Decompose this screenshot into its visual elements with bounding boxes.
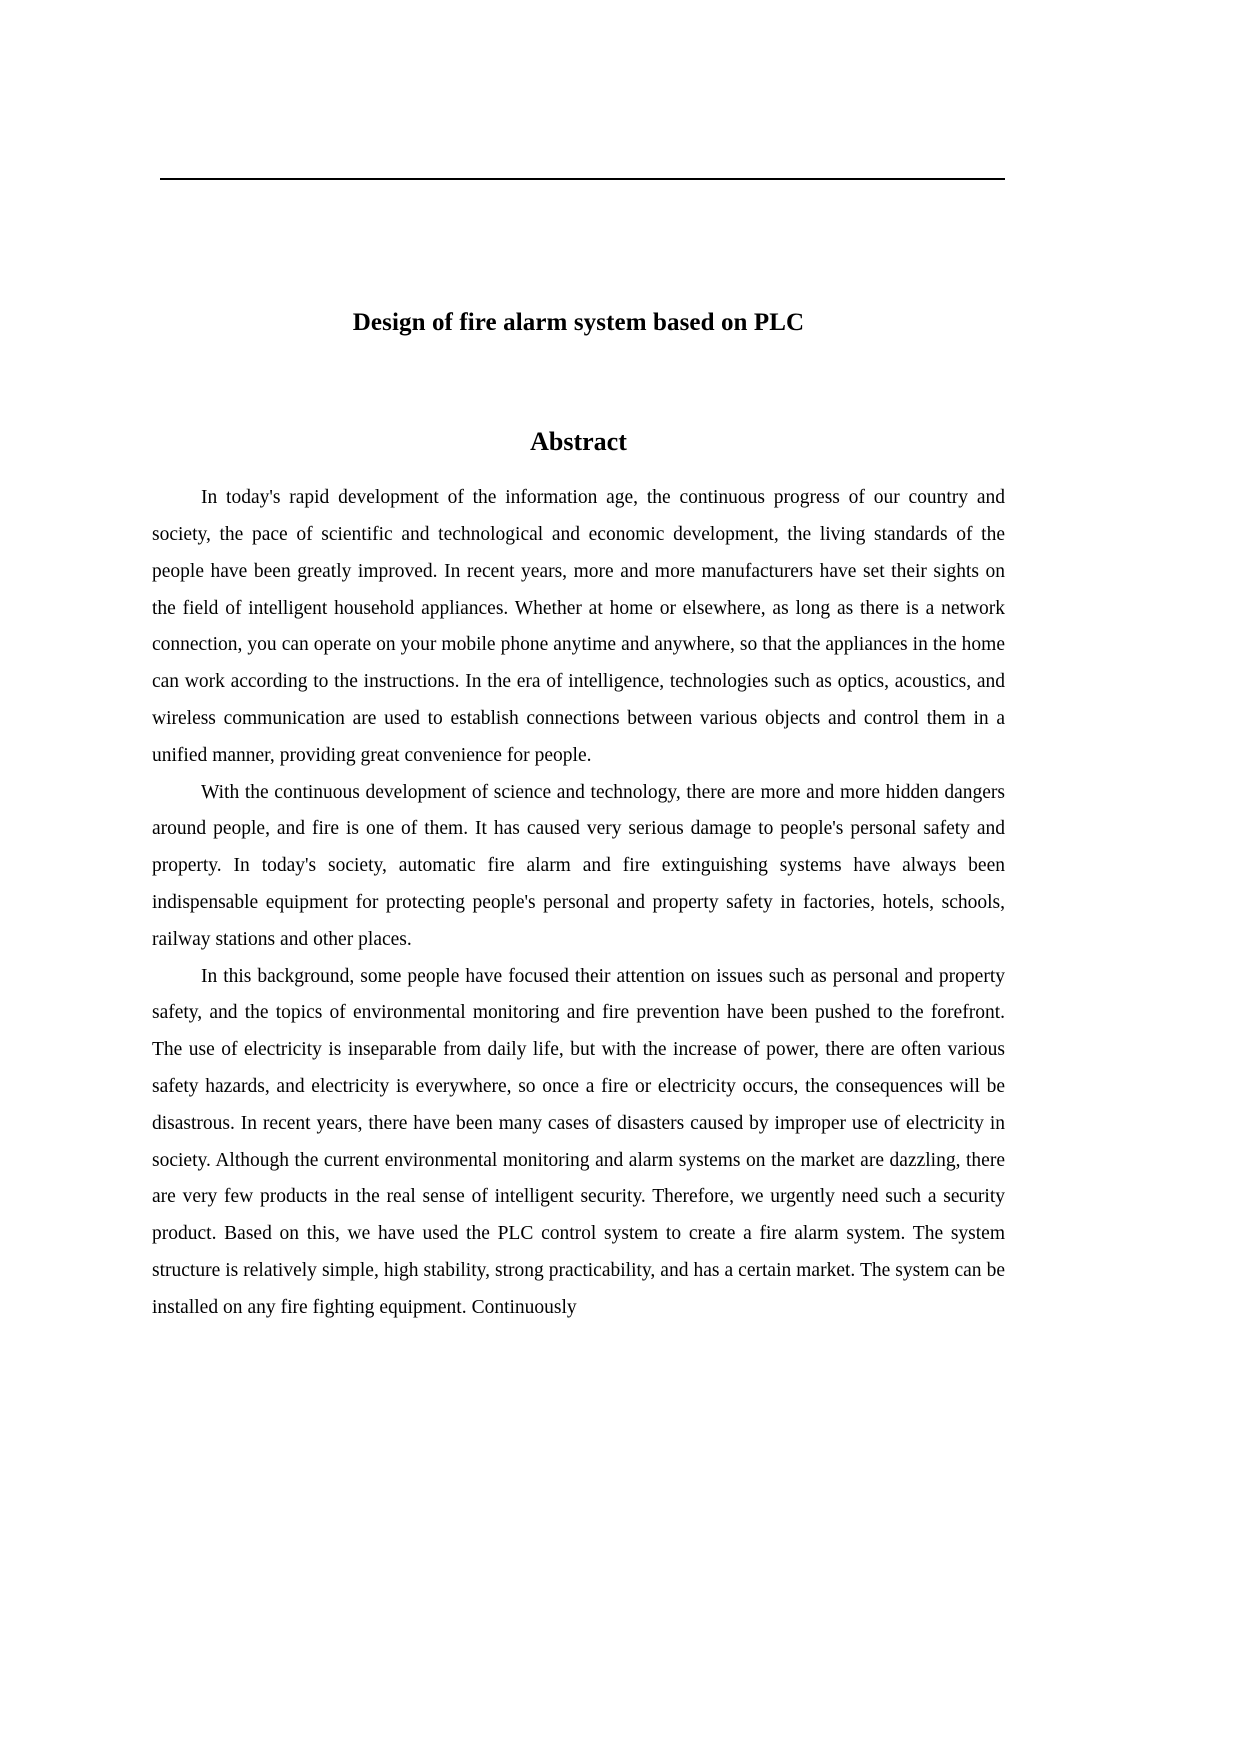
header-divider: [160, 178, 1005, 180]
abstract-heading: Abstract: [530, 427, 627, 456]
abstract-paragraph-3: In this background, some people have focused their attention on issues such as personal and property safety, and the topics of environmental monitoring and fire prevention have been pushed to the forefront. The use of electricity is inseparable from daily life, but with the increase of power, there are often various safety hazards, and electricity is everywhere, so once a fire or electricity occurs, the consequences will be disastrous. In recent years, there have been many cases of disasters caused by improper use of electricity in society. Although the current environmental monitoring and alarm systems on the market are dazzling, there are very few products in the real sense of intelligent security. Therefore, we urgently need such a security product. Based on this, we have used the PLC control system to create a fire alarm system. The system structure is relatively simple, high stability, strong practicability, and has a certain market. The system can be installed on any fire fighting equipment. Continuously: [152, 965, 1005, 1318]
page-content: [152, 250, 1005, 1327]
abstract-paragraph-1: In today's rapid development of the information age, the continuous progress of our country and society, the pace of scientific and technological and economic development, the living standards of the people have been greatly improved. In recent years, more and more manufacturers have set their sights on the field of intelligent household appliances. Whether at home or elsewhere, as long as there is a network connection, you can operate on your mobile phone anytime and anywhere, so that the appliances in the home can work according to the instructions. In the era of intelligence, technologies such as optics, acoustics, and wireless communication are used to establish connections between various objects and control them in a unified manner, providing great convenience for people.: [152, 487, 1005, 766]
abstract-paragraph-2: With the continuous development of science and technology, there are more and more hidden dangers around people, and fire is one of them. It has caused very serious damage to people's personal safety and property. In today's society, automatic fire alarm and fire extinguishing systems have always been indispensable equipment for protecting people's personal and property safety in factories, hotels, schools, railway stations and other places.: [152, 781, 1005, 950]
page-title: Design of fire alarm system based on PLC: [352, 309, 805, 336]
